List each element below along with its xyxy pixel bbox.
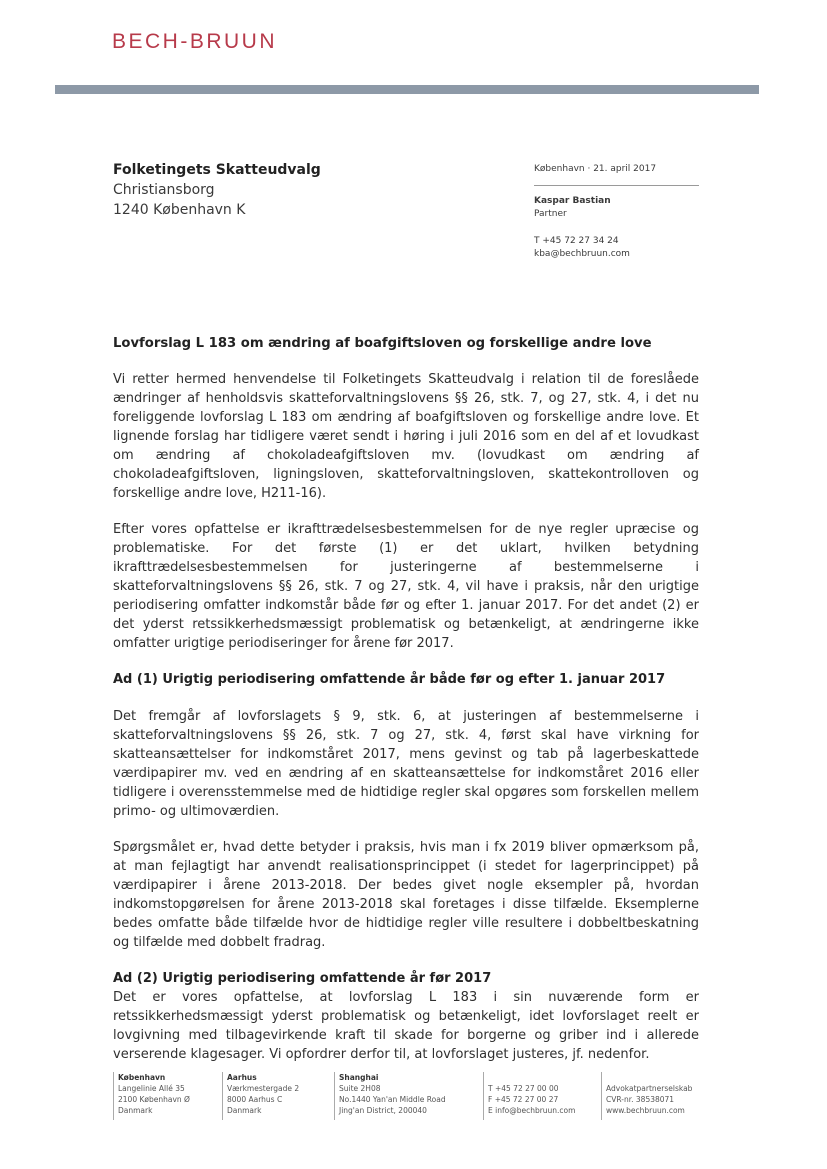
paragraph: Vi retter hermed henvendelse til Folketingets Skatteudvalg i relation til de foreslåede ændringer af henholdsvis skatteforvaltningslovens §§ 26, stk. 7, og 27, stk. 4, i det nu foreliggende lovforslag L 183 om ændring af boafgiftsloven og forskellige andre love. Et lignende forslag har tidligere været sendt i høring i juli 2016 som en del af et lovudkast om ændring af chokoladeafgiftsloven mv. (lovudkast om ændring af chokoladeafgiftsloven, ligningsloven, skatteforvaltningsloven, skattekontrolloven og forskellige andre love, H211-16).: [113, 372, 699, 501]
letter-date: København · 21. april 2017: [534, 163, 699, 186]
section-heading: Ad (1) Urigtig periodisering omfattende år både før og efter 1. januar 2017: [113, 672, 666, 687]
recipient-address: [113, 160, 321, 220]
footer-city: Shanghai: [339, 1073, 379, 1082]
footer-line: 8000 Aarhus C: [227, 1095, 283, 1104]
sender-meta: [534, 163, 699, 261]
paragraph: Det fremgår af lovforslagets § 9, stk. 6, at justeringen af bestemmelserne i skatteforvaltningslovens §§ 26, stk. 7 og 27, stk. 4, først skal have virkning for skatteansættelser for indkomståret 2017, mens gevinst og tab på lagerbeskattede værdipapirer mv. ved en ændring af en skatteansættelse for indkomståret 2016 eller tidligere i overensstemmelse med de hidtidige regler skal opgøres som forskellen mellem primo- og ultimoværdien.: [113, 709, 699, 819]
sender-phone: T +45 72 27 34 24: [534, 236, 619, 246]
footer-office-shanghai: [334, 1072, 446, 1120]
footer-phone: T +45 72 27 00 00: [488, 1084, 559, 1093]
footer-line: Værkmestergade 2: [227, 1084, 300, 1093]
footer-contact: [483, 1072, 575, 1120]
sender-title: Partner: [534, 209, 567, 219]
sender-name: Kaspar Bastian: [534, 196, 611, 206]
footer-city: København: [118, 1073, 166, 1082]
footer-website: www.bechbruun.com: [606, 1106, 685, 1115]
section-heading: Ad (2) Urigtig periodisering omfattende år før 2017: [113, 971, 492, 986]
footer-fax: F +45 72 27 00 27: [488, 1095, 559, 1104]
paragraph: Efter vores opfattelse er ikrafttrædelsesbestemmelsen for de nye regler upræcise og problematiske. For det første (1) er det uklart, hvilken betydning ikrafttrædelsesbestemmelsen for justeringerne af bestemmelserne i skatteforvaltningslovens §§ 26, stk. 7 og 27, stk. 4, vil have i praksis, når den urigtige periodisering omfatter indkomstår både før og efter 1. januar 2017. For det andet (2) er det yderst retssikkerhedsmæssigt problematisk og betænkeligt, at ændringerne ikke omfatter urigtige periodiseringer for årene før 2017.: [113, 522, 699, 651]
header-bar: [55, 85, 759, 94]
footer-company: [601, 1072, 692, 1120]
footer-line: Danmark: [227, 1106, 262, 1115]
footer-line: Danmark: [118, 1106, 153, 1115]
footer-line: No.1440 Yan'an Middle Road: [339, 1095, 446, 1104]
sender-email: kba@bechbruun.com: [534, 249, 630, 259]
footer-office-aarhus: [222, 1072, 299, 1120]
footer-office-copenhagen: [113, 1072, 190, 1120]
recipient-org: Folketingets Skatteudvalg: [113, 162, 321, 178]
paragraph: Spørgsmålet er, hvad dette betyder i praksis, hvis man i fx 2019 bliver opmærksom på, at man fejlagtigt har anvendt realisationsprincippet (i stedet for lagerprincippet) på værdipapirer i årene 2013-2018. Der bedes givet nogle eksempler på, hvordan indkomstopgørelsen for årene 2013-2018 skal foretages i disse tilfælde. Eksemplerne bedes omfatte både tilfælde hvor de hidtidige regler ville resultere i dobbeltbeskatning og tilfælde med dobbelt fradrag.: [113, 840, 699, 950]
company-logo: BECH-BRUUN: [112, 30, 278, 53]
footer-line: 2100 København Ø: [118, 1095, 190, 1104]
letter-subject: Lovforslag L 183 om ændring af boafgiftsloven og forskellige andre love: [113, 336, 652, 351]
footer-line: Suite 2H08: [339, 1084, 381, 1093]
footer-company-type: Advokatpartnerselskab: [606, 1084, 693, 1093]
footer-city: Aarhus: [227, 1073, 257, 1082]
footer-line: Langelinie Allé 35: [118, 1084, 185, 1093]
footer-line: Jing'an District, 200040: [339, 1106, 427, 1115]
letter-body: [113, 370, 699, 1081]
footer-cvr: CVR-nr. 38538071: [606, 1095, 675, 1104]
paragraph: Det er vores opfattelse, at lovforslag L 183 i sin nuværende form er retssikkerhedsmæssigt yderst problematisk og betænkeligt, idet lovforslaget reelt er lovgivning med tilbagevirkende kraft til skade for borgerne og griber ind i allerede verserende klagesager. Vi opfordrer derfor til, at lovforslaget justeres, jf. nedenfor.: [113, 990, 699, 1062]
footer-email: E info@bechbruun.com: [488, 1106, 576, 1115]
recipient-line2: 1240 København K: [113, 202, 246, 218]
recipient-line1: Christiansborg: [113, 182, 215, 198]
